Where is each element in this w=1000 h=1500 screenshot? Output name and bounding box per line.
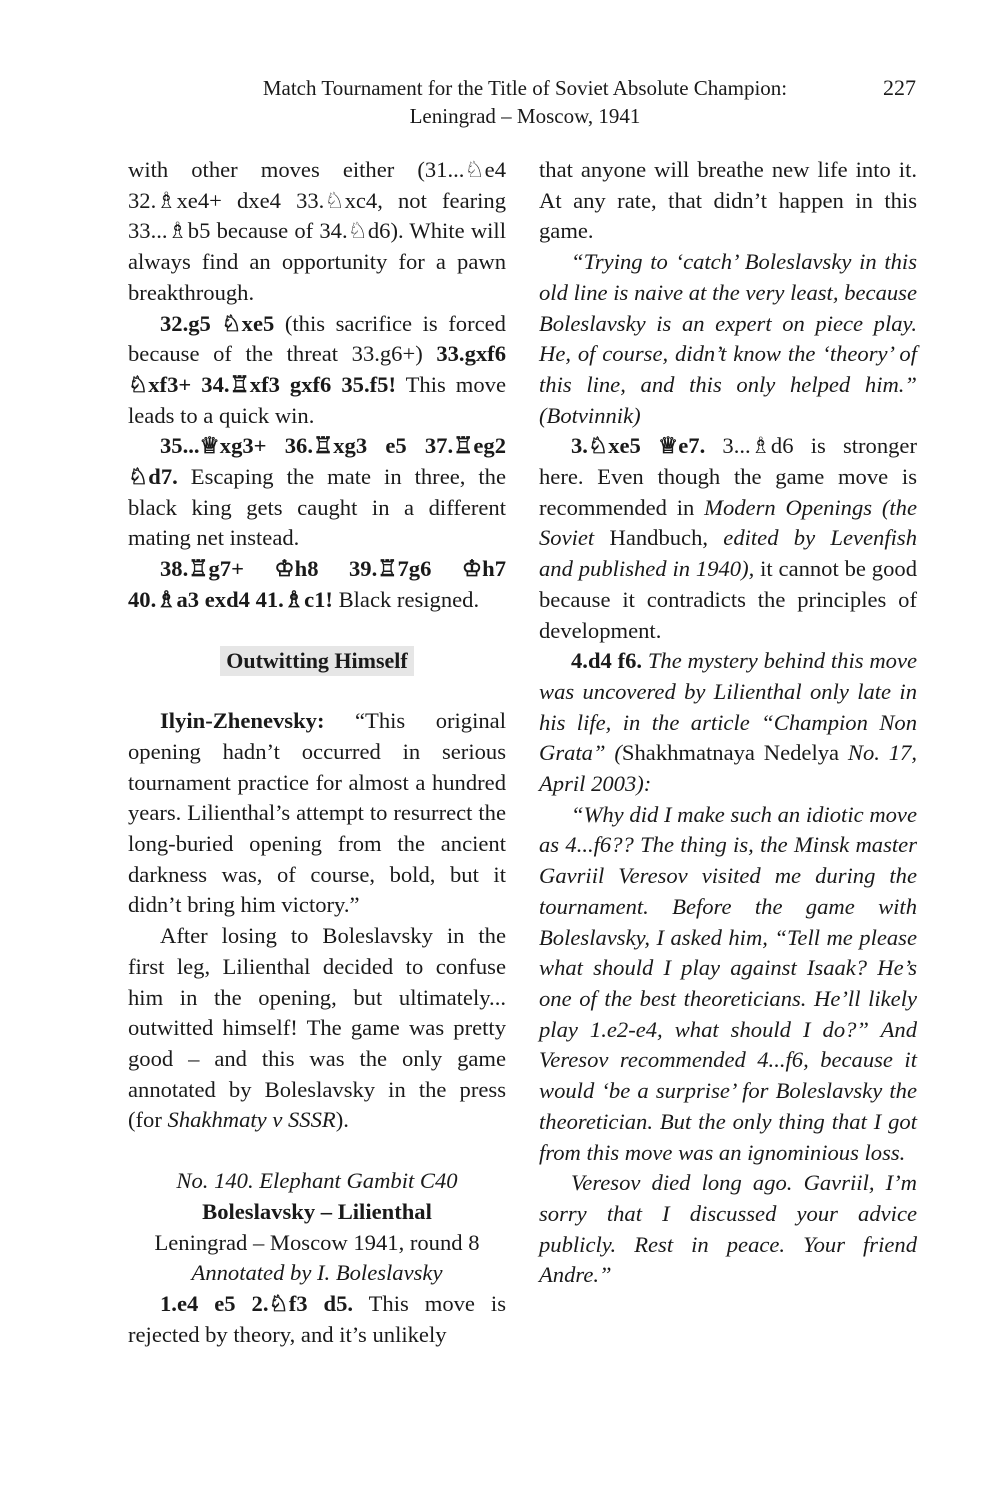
publication-title: Shakhmatnaya Nedelya bbox=[621, 740, 840, 766]
quote-paragraph bbox=[539, 247, 917, 431]
paragraph-text: ). bbox=[335, 1107, 349, 1133]
right-column bbox=[539, 155, 917, 1291]
quote-text: “Why did I make such an idiotic move as 4...f6?? The thing is, the Minsk master Gavriil Veresov visited me during the tournament. Before the game with Boleslavsky, I asked him, “Tell me please what should I play against Isaak? He’s one of the best theoreticians. He’ll likely play 1.e2-e4, what should I do?” And Veresov recommended 4...f6, because it would ‘be a surprise’ for Boleslavsky the theoretician. But the only thing that I got from this move was an ignominious loss. bbox=[539, 801, 917, 1165]
move-text: 38.♖g7+ ♔h8 39.♖7g6 ♔h7 40.♗a3 exd4 41.♗c1! bbox=[128, 556, 506, 612]
quote-text: Veresov died long ago. Gavriil, I’m sorry that I discussed your advice publicly. Rest in peace. Your friend Andre.” bbox=[539, 1170, 917, 1288]
left-column bbox=[128, 155, 506, 1350]
paragraph-text: “This original opening hadn’t occurred in serious tournament practice for almost a hundred years. Lilienthal’s attempt to resurrect the long-buried opening from the ancient darkness was, of course, bold, but it didn’t bring him victory.” bbox=[128, 708, 506, 918]
quote-paragraph bbox=[539, 1168, 917, 1291]
paragraph bbox=[128, 155, 506, 309]
running-header bbox=[130, 74, 920, 130]
move-text: 4.d4 f6. bbox=[571, 648, 643, 674]
italic-text: The mystery behind this move was uncovered by Lilienthal only late in his life, in the article “Champion Non Grata” ( bbox=[539, 648, 917, 766]
section-heading: Outwitting Himself bbox=[220, 646, 414, 677]
quote-text: “Trying to ‘catch’ Boleslavsky in this old line is naive at the very least, because Boleslavsky is an expert on piece play. He, of course, didn’t know the ‘theory’ of this line, and this only helped him.” (Botvinnik) bbox=[539, 249, 917, 428]
page-number: 227 bbox=[883, 75, 916, 100]
paragraph-text: Handbuch, bbox=[594, 525, 724, 551]
game-players: Boleslavsky – Lilienthal bbox=[202, 1198, 432, 1224]
paragraph bbox=[128, 706, 506, 921]
paragraph-text: (this sacrifice is forced because of the threat 33.g6+) bbox=[128, 310, 506, 367]
move-text: 33.gxf6 ♘xf3+ 34.♖xf3 gxf6 35.f5! bbox=[128, 341, 506, 397]
move-text: 32.g5 ♘xe5 bbox=[160, 310, 275, 336]
paragraph bbox=[539, 155, 917, 247]
paragraph bbox=[539, 431, 917, 646]
speaker-name: Ilyin-Zhenevsky: bbox=[160, 708, 325, 734]
move-text: 3.♘xe5 ♕e7. bbox=[571, 433, 706, 459]
game-annotator: Annotated by I. Boleslavsky bbox=[191, 1260, 443, 1286]
paragraph bbox=[539, 646, 917, 800]
publication-title: Shakhmaty v SSSR bbox=[167, 1107, 336, 1133]
paragraph-text: Escaping the mate in three, the black king gets caught in a different mating net instead. bbox=[128, 464, 506, 551]
paragraph-text: Black resigned. bbox=[332, 586, 480, 612]
paragraph-text: After losing to Boleslavsky in the first leg, Lilienthal decided to confuse him in the opening, but ultimately... outwitted himself! The game was pretty good – and this was the only game annotated by Boleslavsky in the press (for bbox=[128, 923, 506, 1133]
header-title-line1: Match Tournament for the Title of Soviet Absolute Champion: bbox=[262, 76, 788, 100]
italic-text: Modern Openings (the Soviet bbox=[539, 494, 917, 551]
paragraph bbox=[128, 309, 506, 432]
paragraph-text: it cannot be good because it contradicts the principles of development. bbox=[539, 556, 917, 643]
game-event: Leningrad – Moscow 1941, round 8 bbox=[154, 1229, 480, 1255]
paragraph bbox=[128, 554, 506, 615]
paragraph bbox=[128, 431, 506, 554]
paragraph-text: that anyone will breathe new life into it. At any rate, that didn’t happen in this game. bbox=[539, 157, 917, 244]
paragraph-text: 3...♗d6 is stronger here. Even though the game move is recommended in bbox=[539, 433, 917, 520]
move-text: 1.e4 e5 2.♘f3 d5. bbox=[160, 1290, 354, 1316]
game-title: No. 140. Elephant Gambit C40 bbox=[176, 1168, 458, 1194]
quote-paragraph bbox=[539, 800, 917, 1168]
paragraph-text: with other moves either (31...♘e4 32.♗xe4+ dxe4 33.♘xc4, not fearing 33...♗b5 because of 34.♘d6). White will always find an opportunity for a pawn breakthrough. bbox=[128, 157, 506, 305]
section-heading-wrap bbox=[128, 646, 506, 677]
italic-text: No. 17, April 2003): bbox=[539, 740, 918, 797]
header-title-line2: Leningrad – Moscow, 1941 bbox=[409, 104, 641, 128]
spacer bbox=[128, 1136, 506, 1166]
italic-text: edited by Levenfish and published in 1940), bbox=[539, 525, 917, 582]
paragraph-text: This move leads to a quick win. bbox=[128, 371, 506, 428]
paragraph-text: This move is rejected by theory, and it’s unlikely bbox=[128, 1290, 506, 1347]
paragraph bbox=[128, 921, 506, 1136]
paragraph bbox=[128, 1289, 506, 1350]
move-text: 35...♕xg3+ 36.♖xg3 e5 37.♖eg2 ♘d7. bbox=[128, 433, 506, 490]
